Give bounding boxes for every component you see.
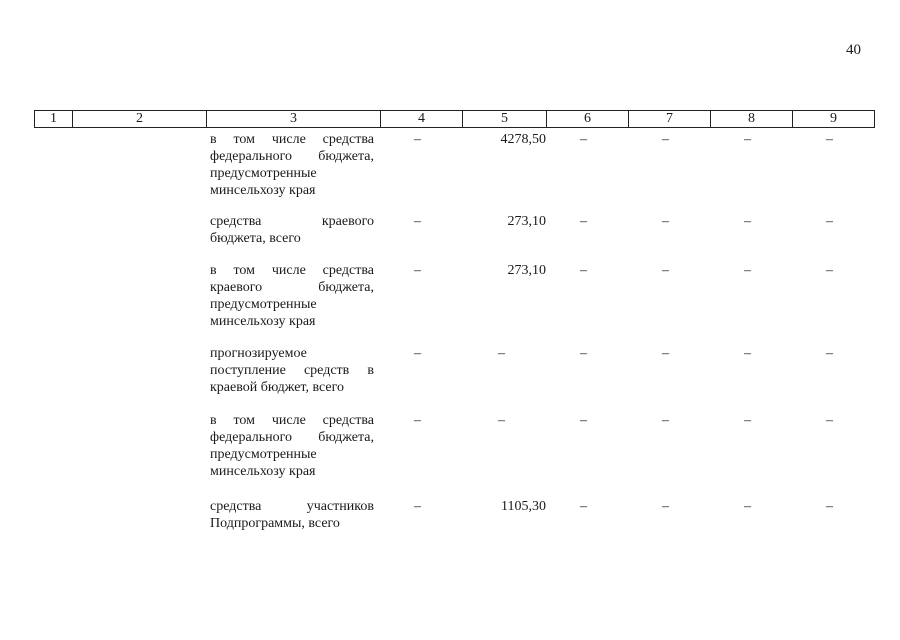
cell-col-6: –	[580, 214, 587, 229]
cell-col-4: –	[414, 263, 421, 278]
row-description: в том числе средства федерального бюджета, предусмотренные минсельхозу края	[210, 413, 374, 479]
cell-col-4: –	[414, 413, 421, 428]
header-col-8: 8	[711, 111, 793, 128]
cell-col-7: –	[662, 214, 669, 229]
header-col-4: 4	[381, 111, 463, 128]
row-description: средства участников Подпрограммы, всего	[210, 499, 374, 531]
cell-col-5: 273,10	[507, 214, 546, 229]
cell-col-5: –	[498, 346, 505, 361]
cell-col-7: –	[662, 413, 669, 428]
row-description: в том числе средства краевого бюджета, предусмотренные минсельхозу края	[210, 263, 374, 329]
cell-col-8: –	[744, 413, 751, 428]
cell-col-4: –	[414, 346, 421, 361]
cell-col-7: –	[662, 263, 669, 278]
header-col-2: 2	[73, 111, 207, 128]
header-col-9: 9	[793, 111, 875, 128]
cell-col-7: –	[662, 499, 669, 514]
cell-col-8: –	[744, 499, 751, 514]
header-col-3: 3	[207, 111, 381, 128]
header-col-5: 5	[463, 111, 547, 128]
cell-col-5: 4278,50	[500, 132, 546, 147]
row-description: в том числе средства федерального бюджета, предусмотренные минсельхозу края	[210, 132, 374, 198]
page-number: 40	[846, 42, 861, 58]
header-col-6: 6	[547, 111, 629, 128]
cell-col-6: –	[580, 132, 587, 147]
cell-col-9: –	[826, 413, 833, 428]
cell-col-4: –	[414, 499, 421, 514]
header-col-7: 7	[629, 111, 711, 128]
header-row	[35, 111, 875, 128]
cell-col-9: –	[826, 499, 833, 514]
cell-col-4: –	[414, 214, 421, 229]
cell-col-7: –	[662, 132, 669, 147]
header-col-1: 1	[35, 111, 73, 128]
cell-col-9: –	[826, 346, 833, 361]
column-number-header	[34, 110, 875, 128]
cell-col-5: –	[498, 413, 505, 428]
cell-col-9: –	[826, 132, 833, 147]
cell-col-5: 1105,30	[501, 499, 546, 514]
cell-col-9: –	[826, 263, 833, 278]
cell-col-6: –	[580, 346, 587, 361]
cell-col-8: –	[744, 214, 751, 229]
cell-col-5: 273,10	[507, 263, 546, 278]
cell-col-4: –	[414, 132, 421, 147]
cell-col-7: –	[662, 346, 669, 361]
row-description: средства краевого бюджета, всего	[210, 214, 374, 246]
cell-col-9: –	[826, 214, 833, 229]
row-description: прогнозируемое поступление средств в краевой бюджет, всего	[210, 346, 374, 395]
cell-col-8: –	[744, 132, 751, 147]
cell-col-8: –	[744, 346, 751, 361]
cell-col-6: –	[580, 499, 587, 514]
cell-col-8: –	[744, 263, 751, 278]
cell-col-6: –	[580, 263, 587, 278]
cell-col-6: –	[580, 413, 587, 428]
